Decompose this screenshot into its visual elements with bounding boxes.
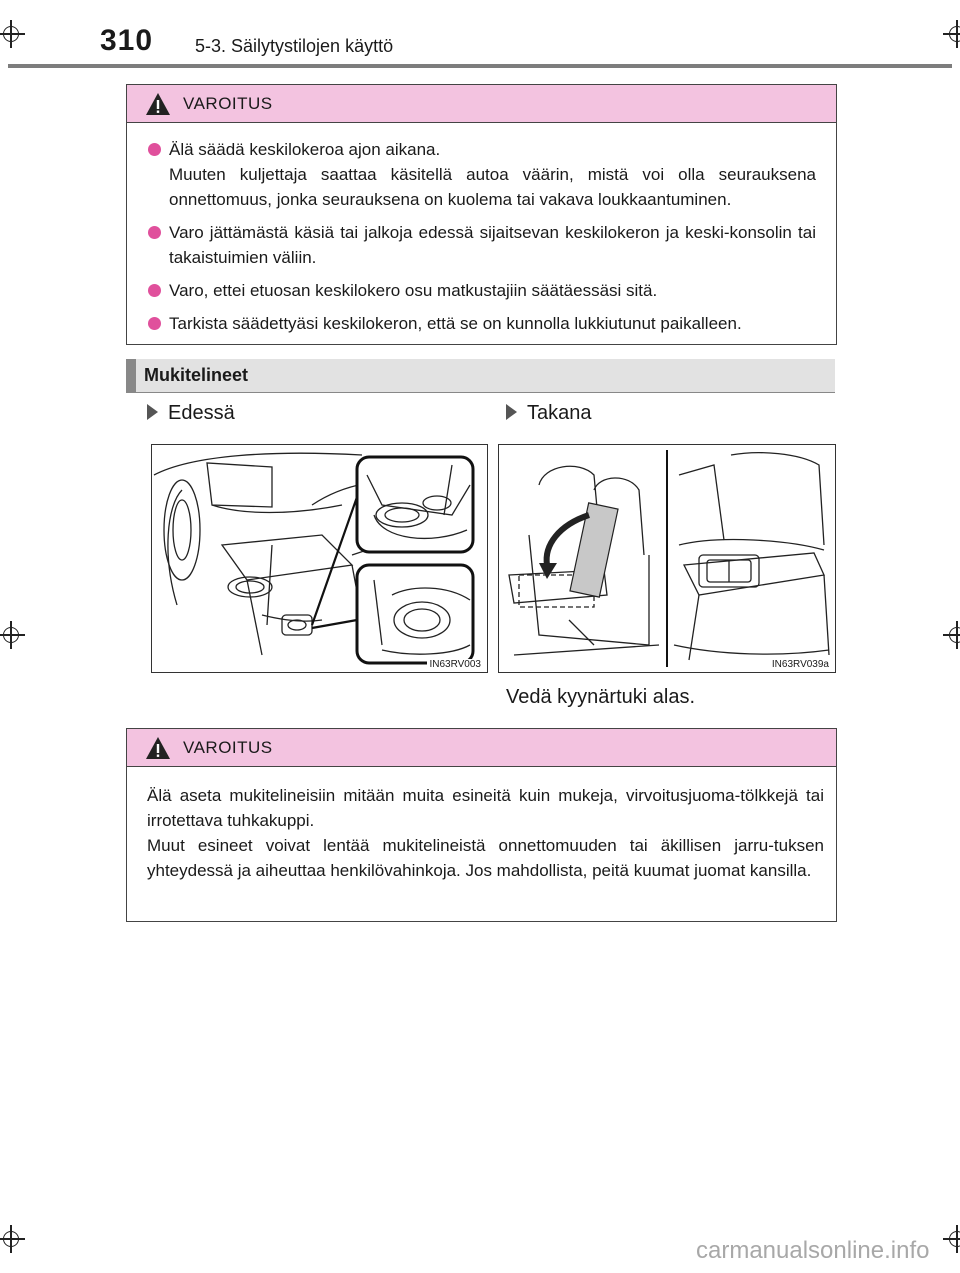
watermark: carmanualsonline.info xyxy=(696,1237,930,1264)
front-heading xyxy=(147,402,235,425)
warning-header xyxy=(127,85,836,123)
registration-mark-bottom-right xyxy=(943,1225,960,1253)
figure-code: IN63RV003 xyxy=(429,659,481,670)
front-cup-holder-illustration xyxy=(151,444,488,673)
warning-header xyxy=(127,729,836,767)
warning-item-text: Muuten kuljettaja saattaa käsitellä autoa väärin, mistä voi olla seurauksena onnettomuus, jonka seurauksena on kuolema tai vakava loukkaantuminen. xyxy=(169,165,816,209)
registration-mark-bottom-left xyxy=(0,1225,25,1253)
rear-armrest-drawing xyxy=(499,445,835,672)
warning-body xyxy=(127,767,836,897)
section-heading-bar xyxy=(126,359,136,393)
bullet-icon xyxy=(148,226,161,239)
header-rule xyxy=(8,64,952,68)
triangle-bullet-icon xyxy=(147,404,158,420)
rear-heading xyxy=(506,402,592,425)
rear-heading-text: Takana xyxy=(527,402,592,424)
warning-label: VAROITUS xyxy=(183,738,273,757)
warning-paragraph: Älä aseta mukitelineisiin mitään muita esineitä kuin mukeja, virvoitusjuoma-tölkkejä tai irrotettava tuhkakuppi. xyxy=(147,786,824,830)
registration-mark-mid-right xyxy=(943,621,960,649)
warning-item-text: Varo jättämästä käsiä tai jalkoja edessä sijaitsevan keskilokeron ja keski-konsolin tai takaistuimien väliin. xyxy=(169,223,816,267)
warning-icon xyxy=(145,736,171,760)
section-title: 5-3. Säilytystilojen käyttö xyxy=(195,36,394,56)
warning-box xyxy=(126,84,837,345)
page-number: 310 xyxy=(100,24,154,57)
registration-mark-top-left xyxy=(0,20,25,48)
warning-label: VAROITUS xyxy=(183,94,273,113)
warning-item-text: Tarkista säädettyäsi keskilokeron, että se on kunnolla lukkiutunut paikalleen. xyxy=(169,314,742,333)
triangle-bullet-icon xyxy=(506,404,517,420)
registration-mark-mid-left xyxy=(0,621,25,649)
warning-item-text: Varo, ettei etuosan keskilokero osu matkustajiin säätäessäsi sitä. xyxy=(169,281,658,300)
figure-code: IN63RV039a xyxy=(771,659,829,670)
registration-mark-top-right xyxy=(943,20,960,48)
front-heading-text: Edessä xyxy=(168,402,235,424)
warning-box-cupholders xyxy=(126,728,837,922)
bullet-icon xyxy=(148,317,161,330)
warning-paragraph: Muut esineet voivat lentää mukitelineistä onnettomuuden tai äkillisen jarru-tuksen yhteydessä ja aiheuttaa henkilövahinkoja. Jos mahdollista, peitä kuumat juomat kansilla. xyxy=(147,836,824,880)
warning-item xyxy=(147,311,816,336)
bullet-icon xyxy=(148,143,161,156)
rear-caption: Vedä kyynärtuki alas. xyxy=(506,686,695,708)
warning-icon xyxy=(145,92,171,116)
warning-item xyxy=(147,278,816,303)
bullet-icon xyxy=(148,284,161,297)
warning-body xyxy=(127,123,836,350)
section-heading-text: Mukitelineet xyxy=(144,365,249,385)
warning-item xyxy=(147,137,816,212)
warning-item xyxy=(147,220,816,270)
rear-cup-holder-illustration xyxy=(498,444,836,673)
section-heading xyxy=(126,359,835,393)
front-console-drawing xyxy=(152,445,487,672)
warning-item-text: Älä säädä keskilokeroa ajon aikana. xyxy=(169,140,441,159)
